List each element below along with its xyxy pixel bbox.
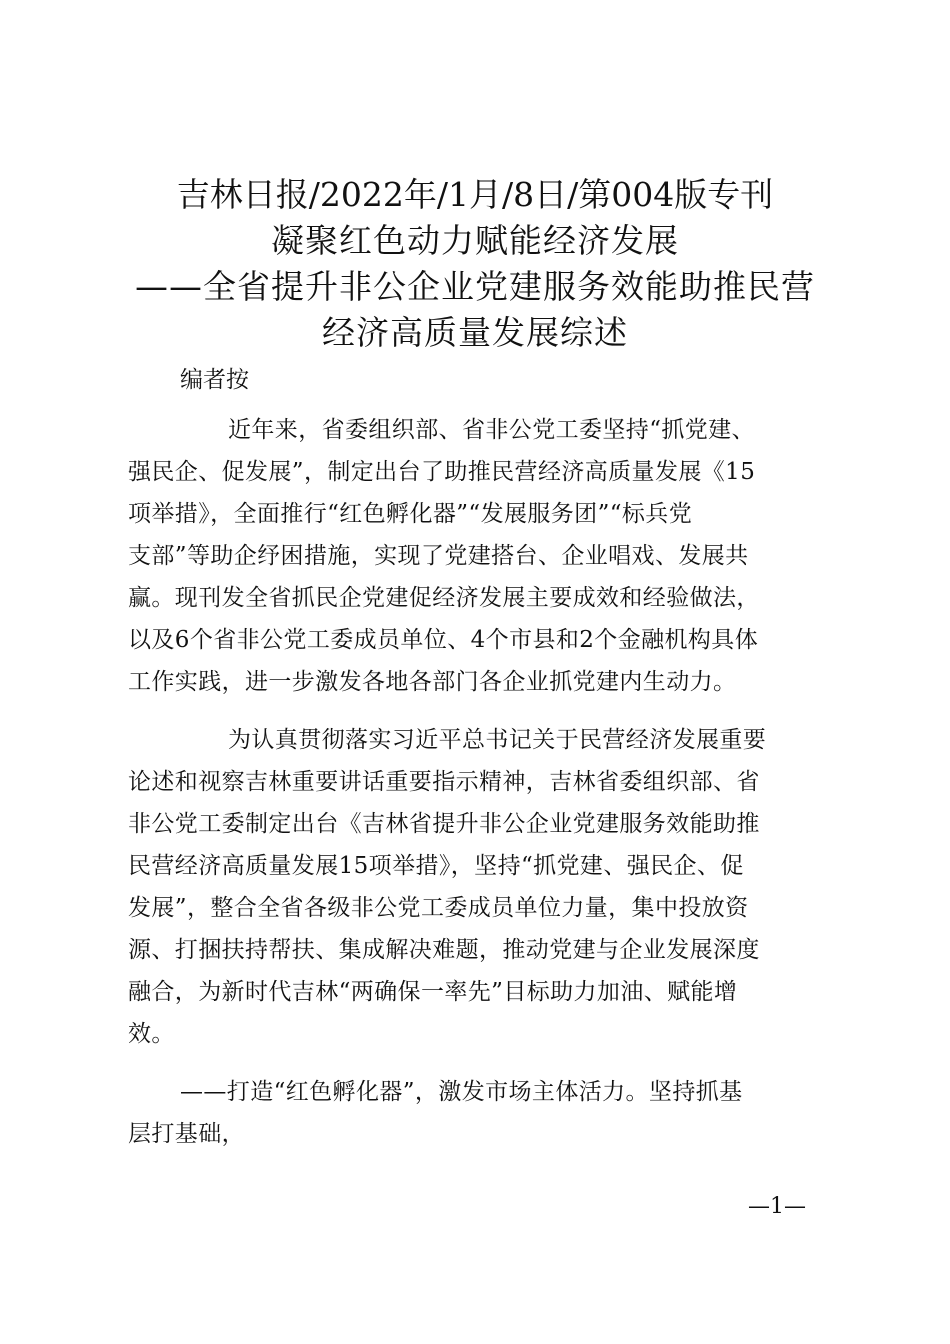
paragraph-line: 发展”，整合全省各级非公党工委成员单位力量，集中投放资 <box>128 895 749 921</box>
paragraph-line: 层打基础， <box>128 1121 245 1147</box>
title-subtitle-line-1: ——全省提升非公企业党建服务效能助推民营 <box>135 267 815 306</box>
paragraph-line: 近年来，省委组织部、省非公党工委坚持“抓党建、 <box>228 417 755 443</box>
paragraph-line: 源、打捆扶持帮扶、集成解决难题，推动党建与企业发展深度 <box>128 937 760 963</box>
editor-note-label: 编者按 <box>180 367 249 393</box>
title-subtitle-line-2: 经济高质量发展综述 <box>322 313 628 352</box>
paragraph-line: 赢。现刊发全省抓民企党建促经济发展主要成效和经验做法， <box>128 585 760 611</box>
paragraph-line: 为认真贯彻落实习近平总书记关于民营经济发展重要 <box>228 727 767 753</box>
page-number: —1— <box>748 1194 806 1219</box>
title-main: 凝聚红色动力赋能经济发展 <box>271 221 679 260</box>
paragraph-line: 支部”等助企纾困措施，实现了党建搭台、企业唱戏、发展共 <box>128 543 749 569</box>
paragraph-line: ——打造“红色孵化器”，激发市场主体活力。坚持抓基 <box>180 1079 743 1105</box>
title-source-line: 吉林日报/2022年/1月/8日/第004版专刊 <box>176 175 774 214</box>
paragraph-line: 融合，为新时代吉林“两确保一率先”目标助力加油、赋能增 <box>128 979 738 1005</box>
paragraph-line: 非公党工委制定出台《吉林省提升非公企业党建服务效能助推 <box>128 811 760 837</box>
paragraph-line: 工作实践，进一步激发各地各部门各企业抓党建内生动力。 <box>128 669 737 695</box>
paragraph-line: 强民企、促发展”，制定出台了助推民营经济高质量发展《15 <box>128 459 756 485</box>
paragraph-line: 效。 <box>128 1021 175 1047</box>
paragraph-line: 民营经济高质量发展15项举措》，坚持“抓党建、强民企、促 <box>128 853 744 879</box>
paragraph-line: 以及6个省非公党工委成员单位、4个市县和2个金融机构具体 <box>128 627 759 653</box>
paragraph-line: 论述和视察吉林重要讲话重要指示精神，吉林省委组织部、省 <box>128 769 760 795</box>
paragraph-line: 项举措》，全面推行“红色孵化器”“发展服务团”“标兵党 <box>128 501 693 527</box>
